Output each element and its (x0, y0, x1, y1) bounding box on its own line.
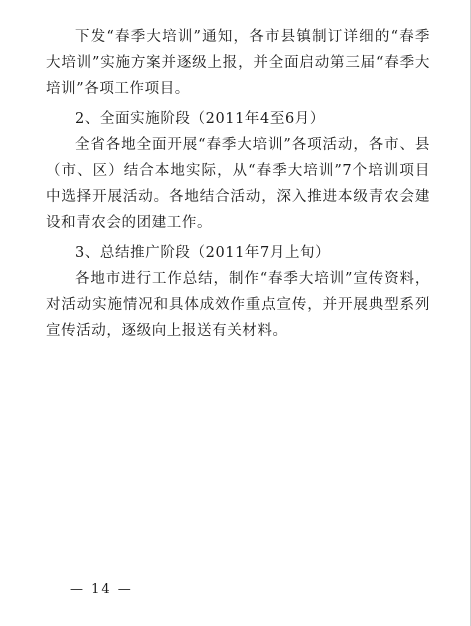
paragraph-summary: 各地市进行工作总结，制作“春季大培训”宣传资料，对活动实施情况和具体成效作重点宣传，并开展典型系列宣传活动，逐级向上报送有关材料。 (46, 271, 430, 339)
paragraph-implementation: 全省各地全面开展“春季大培训”各项活动，各市、县（市、区）结合本地实际，从“春季大培训”7个培训项目中选择开展活动。各地结合活动，深入推进本级青农会建设和青农会的团建工作。 (46, 137, 430, 231)
page-number: — 14 — (70, 582, 133, 597)
section-heading-implementation: 2、全面实施阶段（2011年4至6月） (75, 111, 325, 127)
paragraph-notice: 下发“春季大培训”通知，各市县镇制订详细的“春季大培训”实施方案并逐级上报，并全面启动第三届“春季大培训”各项工作项目。 (46, 29, 430, 97)
document-body (46, 24, 430, 344)
section-heading-summary: 3、总结推广阶段（2011年7月上旬） (75, 245, 331, 261)
